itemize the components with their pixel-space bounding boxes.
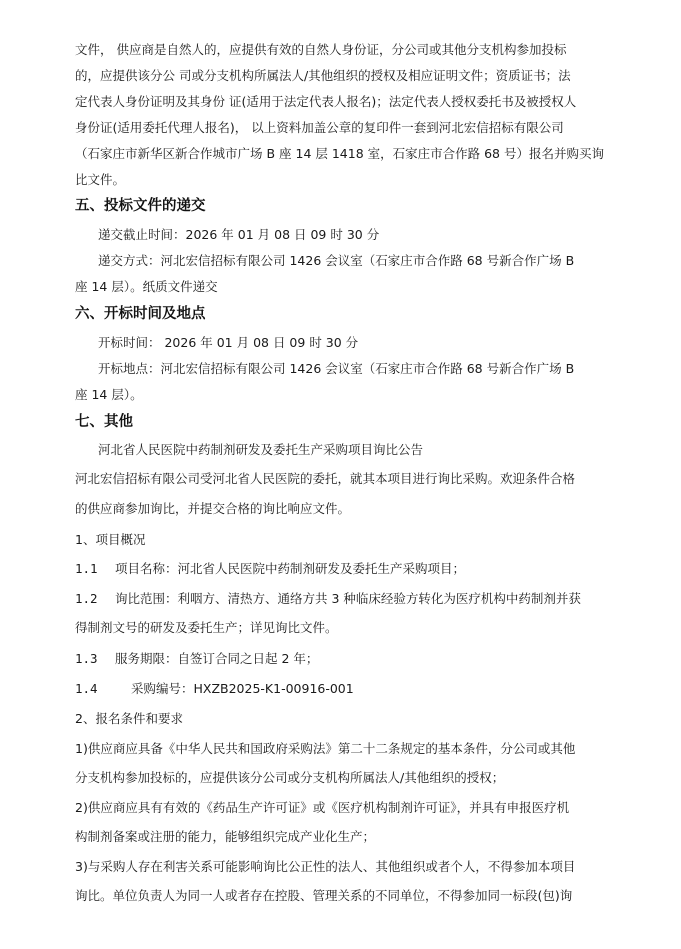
section-7-heading: 七、其他 xyxy=(75,414,133,430)
requirement-1-line-2: 分支机构参加投标的，应提供该分公司或分支机构所属法人/其他组织的授权； xyxy=(75,770,505,785)
notice-intro-line-2: 的供应商参加询比，并提交合格的询比响应文件。 xyxy=(75,501,351,516)
requirement-3-line-2: 询比。单位负责人为同一人或者存在控股、管理关系的不同单位，不得参加同一标段(包)询 xyxy=(75,888,573,903)
intro-line-3: 定代表人身份证明及其身份 证(适用于法定代表人报名)；法定代表人授权委托书及被授权人 xyxy=(75,94,577,109)
item-1-2-continued: 得制剂文号的研发及委托生产；详见询比文件。 xyxy=(75,620,338,635)
intro-line-1: 文件， 供应商是自然人的，应提供有效的自然人身份证，分公司或其他分支机构参加投标 xyxy=(75,42,567,57)
notice-title: 河北省人民医院中药制剂研发及委托生产采购项目询比公告 xyxy=(98,442,424,457)
requirements-title: 2、报名条件和要求 xyxy=(75,711,183,726)
notice-intro-line-1: 河北宏信招标有限公司受河北省人民医院的委托，就其本项目进行询比采购。欢迎条件合格 xyxy=(75,471,576,486)
opening-place-line-2: 座 14 层）。 xyxy=(75,387,143,402)
intro-line-5: （石家庄市新华区新合作城市广场 B 座 14 层 1418 室，石家庄市合作路 68 号）报名并购买询 xyxy=(75,146,604,161)
section-5-heading: 五、投标文件的递交 xyxy=(75,198,206,214)
item-text: 项目名称：河北省人民医院中药制剂研发及委托生产采购项目； xyxy=(115,561,466,576)
item-number: 1.3 xyxy=(75,651,98,666)
item-text: 服务期限：自签订合同之日起 2 年； xyxy=(115,651,319,666)
opening-place-line-1: 开标地点：河北宏信招标有限公司 1426 会议室（石家庄市合作路 68 号新合作广场 B xyxy=(98,361,575,376)
opening-time: 开标时间： 2026 年 01 月 08 日 09 时 30 分 xyxy=(98,335,359,350)
overview-title: 1、项目概况 xyxy=(75,532,146,547)
section-6-heading: 六、开标时间及地点 xyxy=(75,306,206,322)
item-number: 1.4 xyxy=(75,681,98,696)
item-number: 1.1 xyxy=(75,561,98,576)
requirement-3-line-1: 3)与采购人存在利害关系可能影响询比公正性的法人、其他组织或者个人，不得参加本项目 xyxy=(75,859,576,874)
item-1-1 xyxy=(75,561,610,577)
intro-line-4: 身份证(适用委托代理人报名)， 以上资料加盖公章的复印件一套到河北宏信招标有限公司 xyxy=(75,120,564,135)
intro-line-2: 的，应提供该分公 司或分支机构所属法人/其他组织的授权及相应证明文件；资质证书；法 xyxy=(75,68,571,83)
item-1-4 xyxy=(75,681,610,697)
requirement-2-line-2: 构制剂备案或注册的能力，能够组织完成产业化生产； xyxy=(75,829,376,844)
item-text: 询比范围：利咽方、清热方、通络方共 3 种临床经验方转化为医疗机构中药制剂并获 xyxy=(115,591,581,606)
submission-method-line-1: 递交方式：河北宏信招标有限公司 1426 会议室（石家庄市合作路 68 号新合作广场 B xyxy=(98,253,575,268)
item-1-2 xyxy=(75,591,610,607)
intro-line-6: 比文件。 xyxy=(75,172,126,187)
submission-deadline: 递交截止时间：2026 年 01 月 08 日 09 时 30 分 xyxy=(98,227,380,242)
requirement-2-line-1: 2)供应商应具有有效的《药品生产许可证》或《医疗机构制剂许可证》，并具有申报医疗机 xyxy=(75,800,570,815)
item-1-3 xyxy=(75,651,610,667)
item-number: 1.2 xyxy=(75,591,98,606)
item-text: 采购编号：HXZB2025-K1-00916-001 xyxy=(131,681,354,696)
requirement-1-line-1: 1)供应商应具备《中华人民共和国政府采购法》第二十二条规定的基本条件，分公司或其他 xyxy=(75,741,576,756)
submission-method-line-2: 座 14 层）。纸质文件递交 xyxy=(75,279,218,294)
